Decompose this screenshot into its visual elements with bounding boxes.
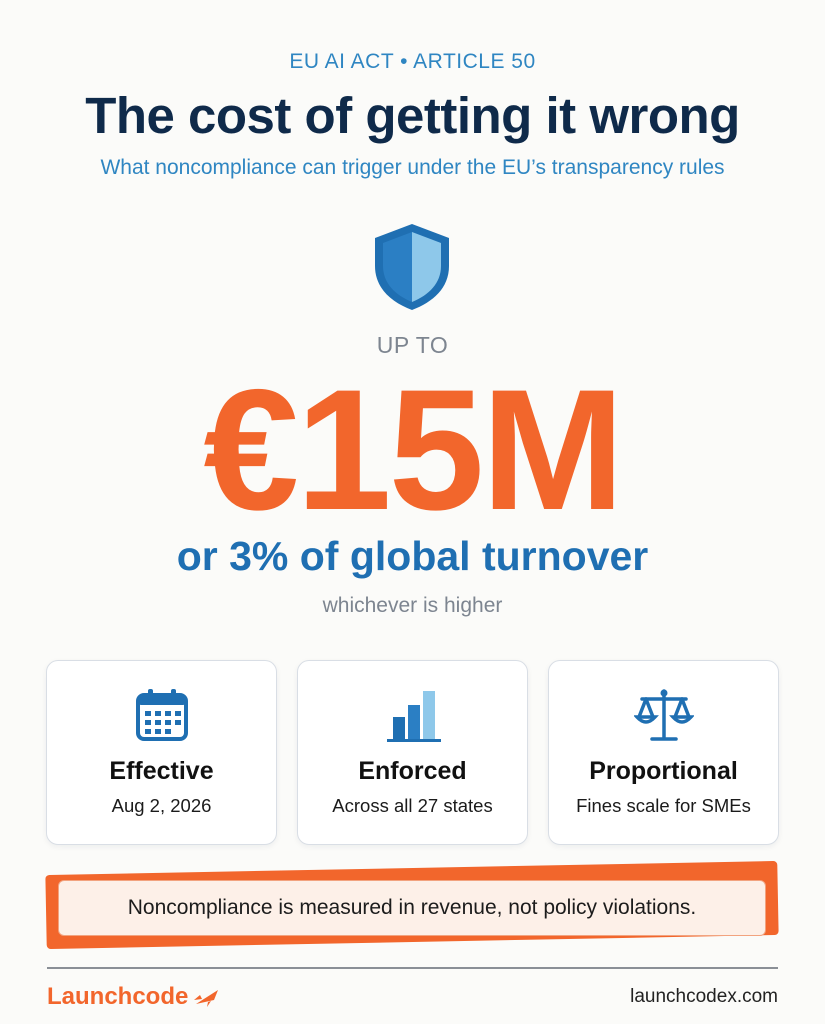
card-title: Effective — [109, 757, 214, 785]
card-title: Enforced — [358, 757, 467, 785]
card-subtitle: Across all 27 states — [332, 795, 493, 816]
card-title: Proportional — [589, 757, 738, 785]
fine-amount: €15M — [203, 354, 622, 546]
brand-logo — [47, 983, 222, 1011]
amount-prefix: UP TO — [376, 332, 449, 358]
page-subtitle: What noncompliance can trigger under the EU’s transparency rules — [100, 156, 725, 179]
calendar-icon — [132, 685, 192, 745]
website-url: launchcodex.com — [630, 986, 778, 1007]
brand-name: Launchcode — [47, 983, 189, 1010]
whichever-note: whichever is higher — [322, 594, 503, 617]
shield-icon — [371, 222, 453, 312]
page-title: The cost of getting it wrong — [85, 87, 740, 144]
card-subtitle: Aug 2, 2026 — [111, 795, 212, 816]
bar-chart-icon — [383, 685, 443, 745]
turnover-alternative: or 3% of global turnover — [176, 533, 649, 579]
card-subtitle: Fines scale for SMEs — [576, 795, 751, 816]
card-enforced — [297, 660, 528, 845]
rocket-icon — [192, 986, 222, 1008]
banner-callout: Noncompliance is measured in revenue, not policy violations. — [58, 880, 766, 936]
card-proportional — [548, 660, 779, 845]
eyebrow-label: EU AI ACT • ARTICLE 50 — [289, 50, 536, 73]
scales-icon — [634, 685, 694, 745]
card-effective — [46, 660, 277, 845]
footer-divider — [47, 967, 778, 969]
